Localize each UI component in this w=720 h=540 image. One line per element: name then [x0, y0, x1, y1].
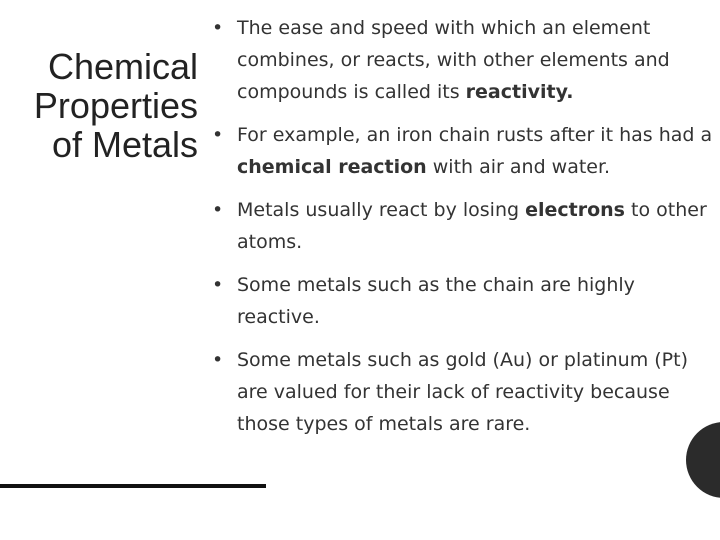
bullet-item-electrons — [208, 194, 718, 258]
slide-title — [10, 47, 198, 164]
title-line-2: Properties — [33, 85, 198, 126]
bullet-item-reactivity — [208, 12, 718, 108]
bullet-bold-term: electrons — [525, 199, 625, 221]
bullet-bold-term: chemical reaction — [237, 156, 427, 178]
bullet-item-iron-chain — [208, 119, 718, 183]
bullet-text: Some metals such as gold (Au) or platinum (Pt) are valued for their lack of reactivity because those types of metals are rare. — [237, 349, 688, 435]
title-line-3: of Metals — [51, 124, 198, 165]
bullet-text: Metals usually react by losing — [237, 199, 526, 221]
title-line-1: Chemical — [47, 46, 198, 87]
bullet-text: The ease and speed with which an element combines, or reacts, with other elements and compounds is called its — [237, 17, 670, 103]
bullet-text: Some metals such as the chain are highly reactive. — [237, 274, 635, 328]
accent-bar — [0, 484, 266, 488]
bullet-text: with air and water. — [426, 156, 611, 178]
bullet-item-highly-reactive — [208, 269, 718, 333]
bullet-list — [208, 12, 718, 451]
bullet-item-gold-platinum — [208, 344, 718, 440]
bullet-text: For example, an iron chain rusts after it has had a — [237, 124, 713, 146]
bullet-text: to other atoms. — [237, 199, 707, 253]
bullet-bold-term: reactivity. — [465, 81, 574, 103]
